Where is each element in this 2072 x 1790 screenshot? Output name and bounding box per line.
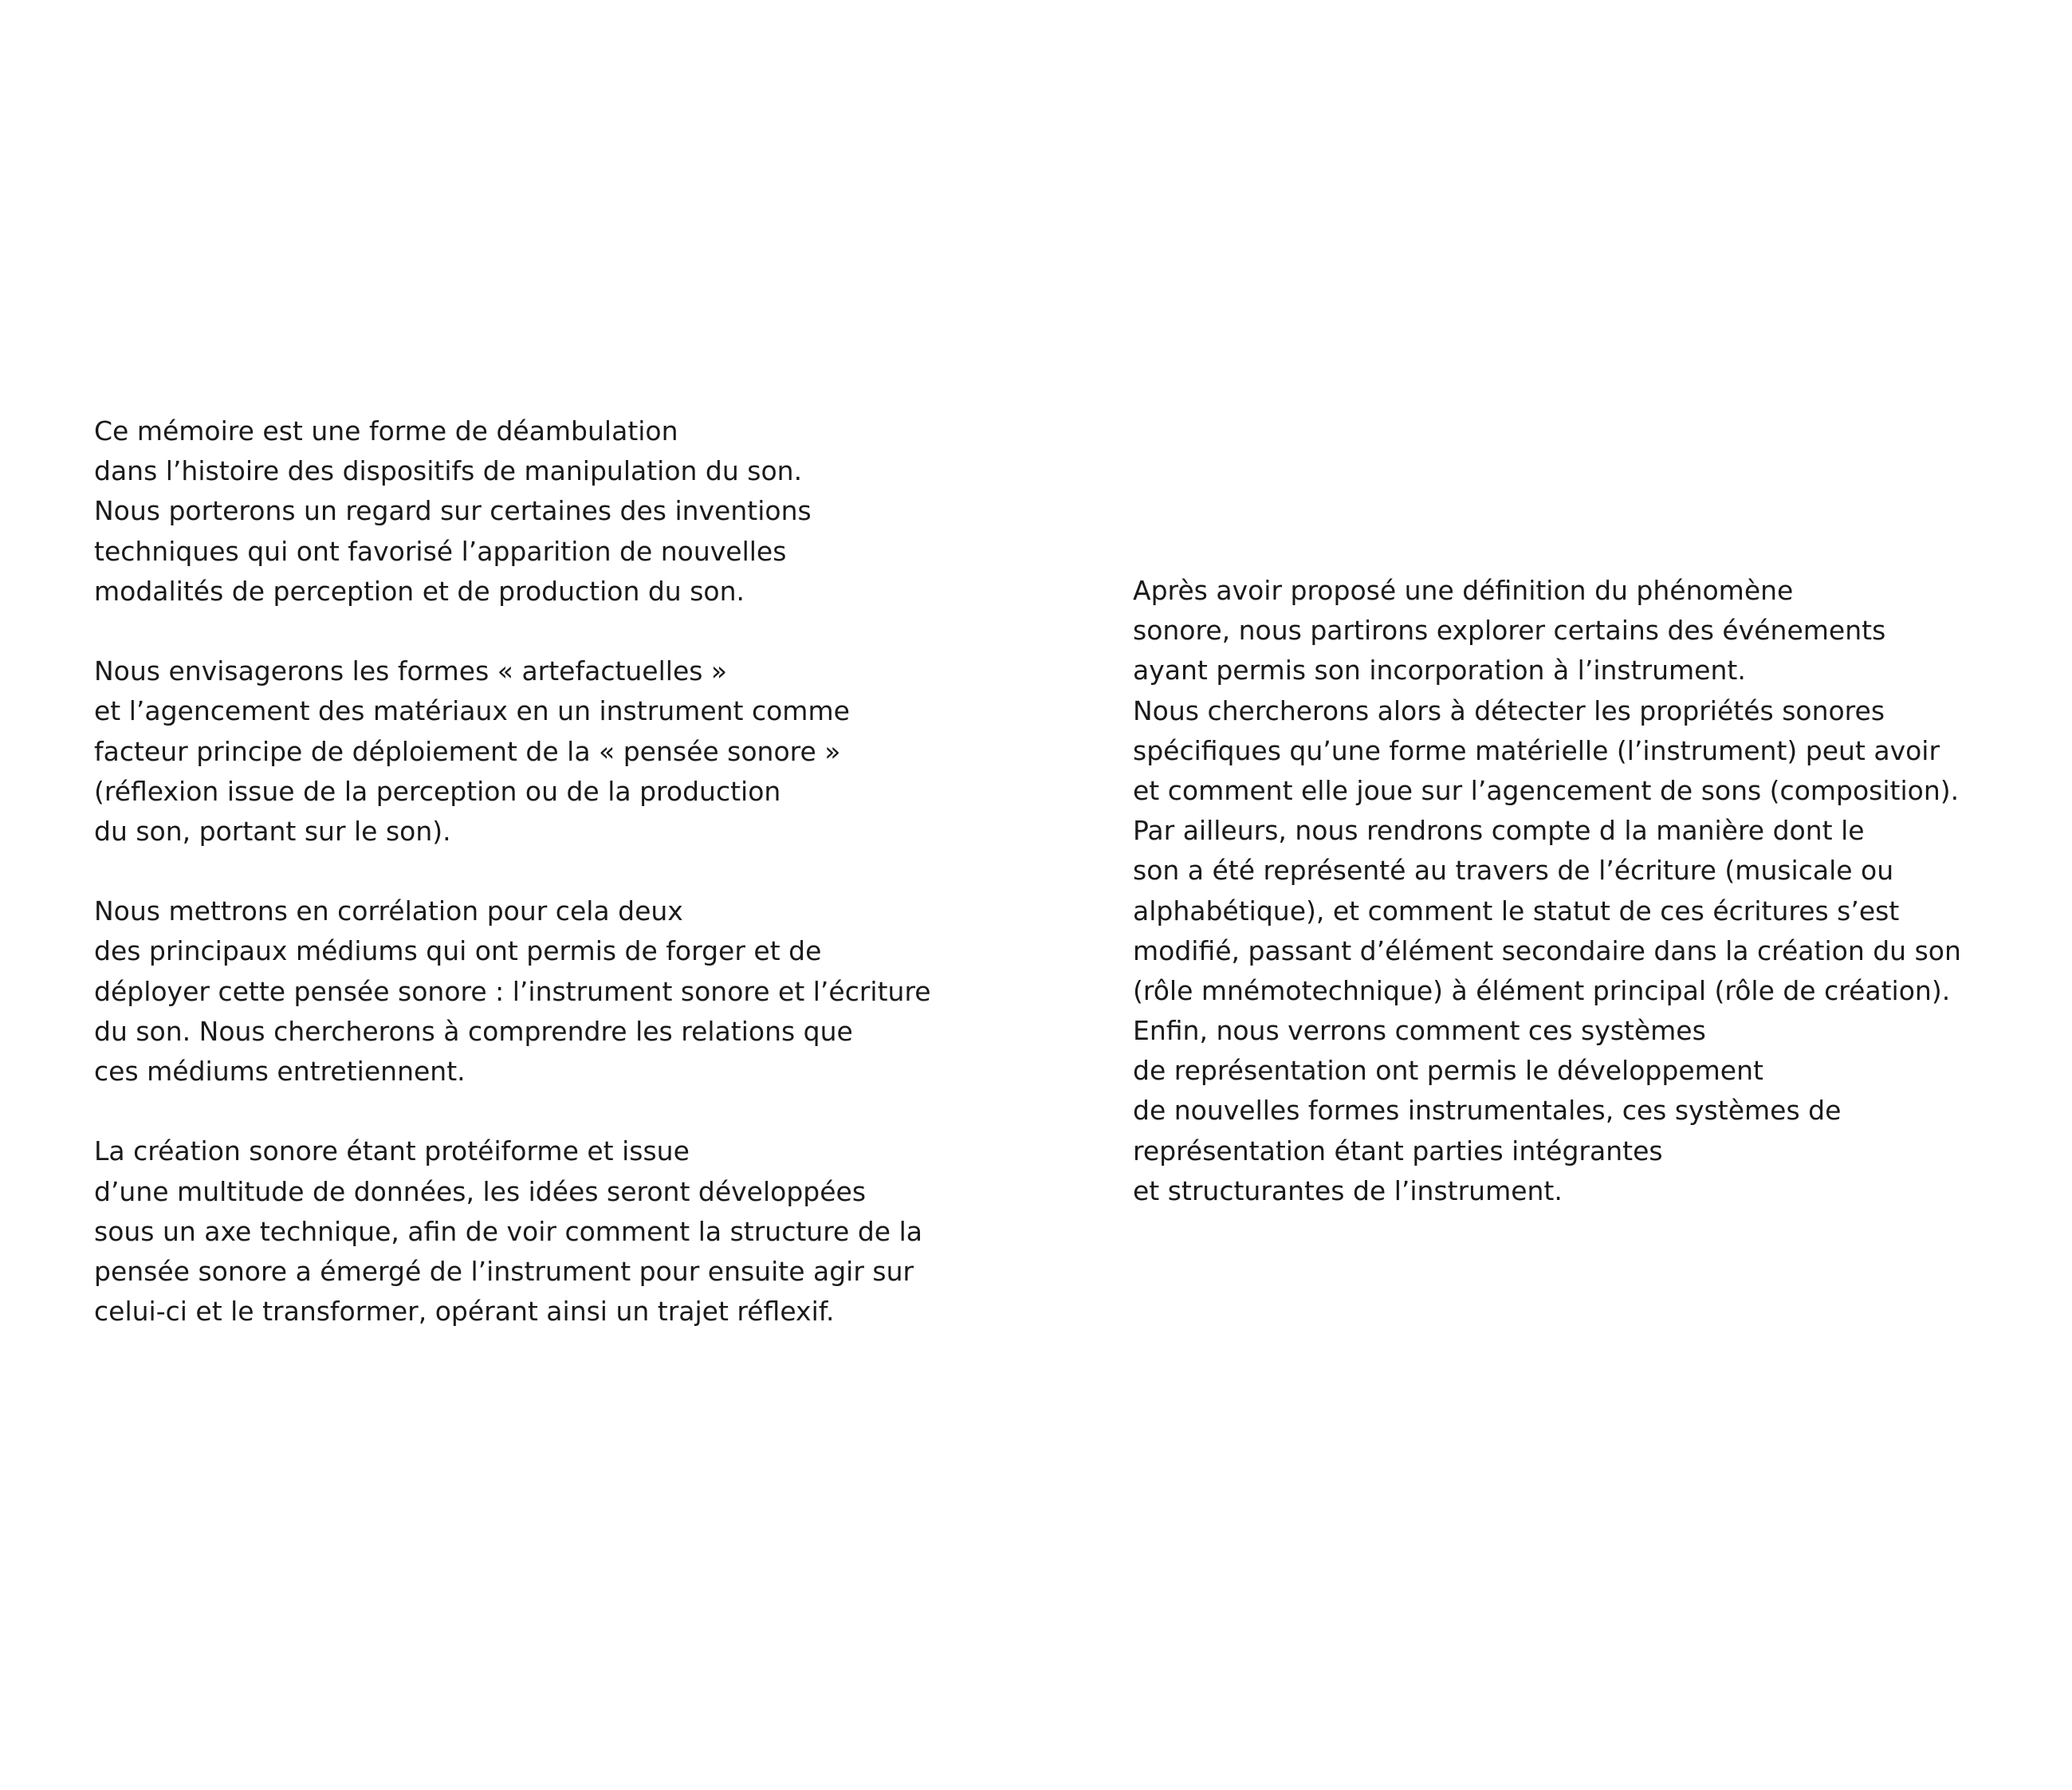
paragraph-artefactual-forms [94,651,931,852]
text-line: représentation étant parties intégrantes [1133,1135,1663,1166]
text-line: du son, portant sur le son). [94,815,451,847]
text-line: sonore, nous partirons explorer certains des événements [1133,615,1886,647]
paragraph-mediums [94,891,931,1092]
text-line: Nous envisagerons les formes « artefactuelles » [94,655,728,687]
paragraph-spacer [94,612,931,651]
text-line: du son. Nous chercherons à comprendre les relations que [94,1015,853,1047]
text-line: (réflexion issue de la perception ou de la production [94,775,781,807]
right-text-column [1133,571,1961,1211]
text-line: de nouvelles formes instrumentales, ces systèmes de [1133,1095,1842,1127]
text-line: Par ailleurs, nous rendrons compte d la manière dont le [1133,815,1865,847]
text-line: modalités de perception et de production du son. [94,575,745,607]
paragraph-sound-creation [94,1131,931,1332]
text-line: des principaux médiums qui ont permis de forger et de [94,935,822,967]
text-line: sous un axe technique, afin de voir comment la structure de la [94,1215,922,1247]
text-line: de représentation ont permis le développement [1133,1055,1763,1087]
paragraph-intro [94,411,931,612]
text-line: (rôle mnémotechnique) à élément principal (rôle de création). [1133,974,1951,1006]
text-line: et l’agencement des matériaux en un instrument comme [94,695,850,727]
text-line: Après avoir proposé une définition du phénomène [1133,575,1794,606]
text-line: son a été représenté au travers de l’écriture (musicale ou [1133,855,1894,887]
text-line: celui-ci et le transformer, opérant ainsi un trajet réflexif. [94,1296,835,1328]
text-line: alphabétique), et comment le statut de ces écritures s’est [1133,895,1900,926]
text-line: pensée sonore a émergé de l’instrument pour ensuite agir sur [94,1255,914,1287]
text-line: dans l’histoire des dispositifs de manipulation du son. [94,455,803,487]
text-line: techniques qui ont favorisé l’apparition de nouvelles [94,535,787,567]
text-line: La création sonore étant protéiforme et issue [94,1135,690,1167]
text-line: Nous porterons un regard sur certaines des inventions [94,495,812,527]
text-line: d’une multitude de données, les idées seront développées [94,1175,867,1207]
text-line: Nous mettrons en corrélation pour cela deux [94,895,683,927]
text-line: spécifiques qu’une forme matérielle (l’instrument) peut avoir [1133,734,1940,766]
text-line: modifié, passant d’élément secondaire dans la création du son [1133,934,1961,966]
text-line: et structurantes de l’instrument. [1133,1174,1563,1206]
left-text-column [94,411,931,1332]
paragraph-outline [1133,571,1961,1211]
paragraph-spacer [94,1092,931,1131]
text-line: et comment elle joue sur l’agencement de sons (composition). [1133,774,1960,806]
paragraph-spacer [94,852,931,891]
text-line: ces médiums entretiennent. [94,1056,466,1087]
text-line: Ce mémoire est une forme de déambulation [94,415,678,447]
text-line: Nous chercherons alors à détecter les propriétés sonores [1133,694,1885,726]
text-line: ayant permis son incorporation à l’instrument. [1133,655,1746,686]
text-line: facteur principe de déploiement de la « pensée sonore » [94,735,841,767]
text-line: déployer cette pensée sonore : l’instrument sonore et l’écriture [94,975,931,1007]
text-line: Enfin, nous verrons comment ces systèmes [1133,1015,1706,1047]
